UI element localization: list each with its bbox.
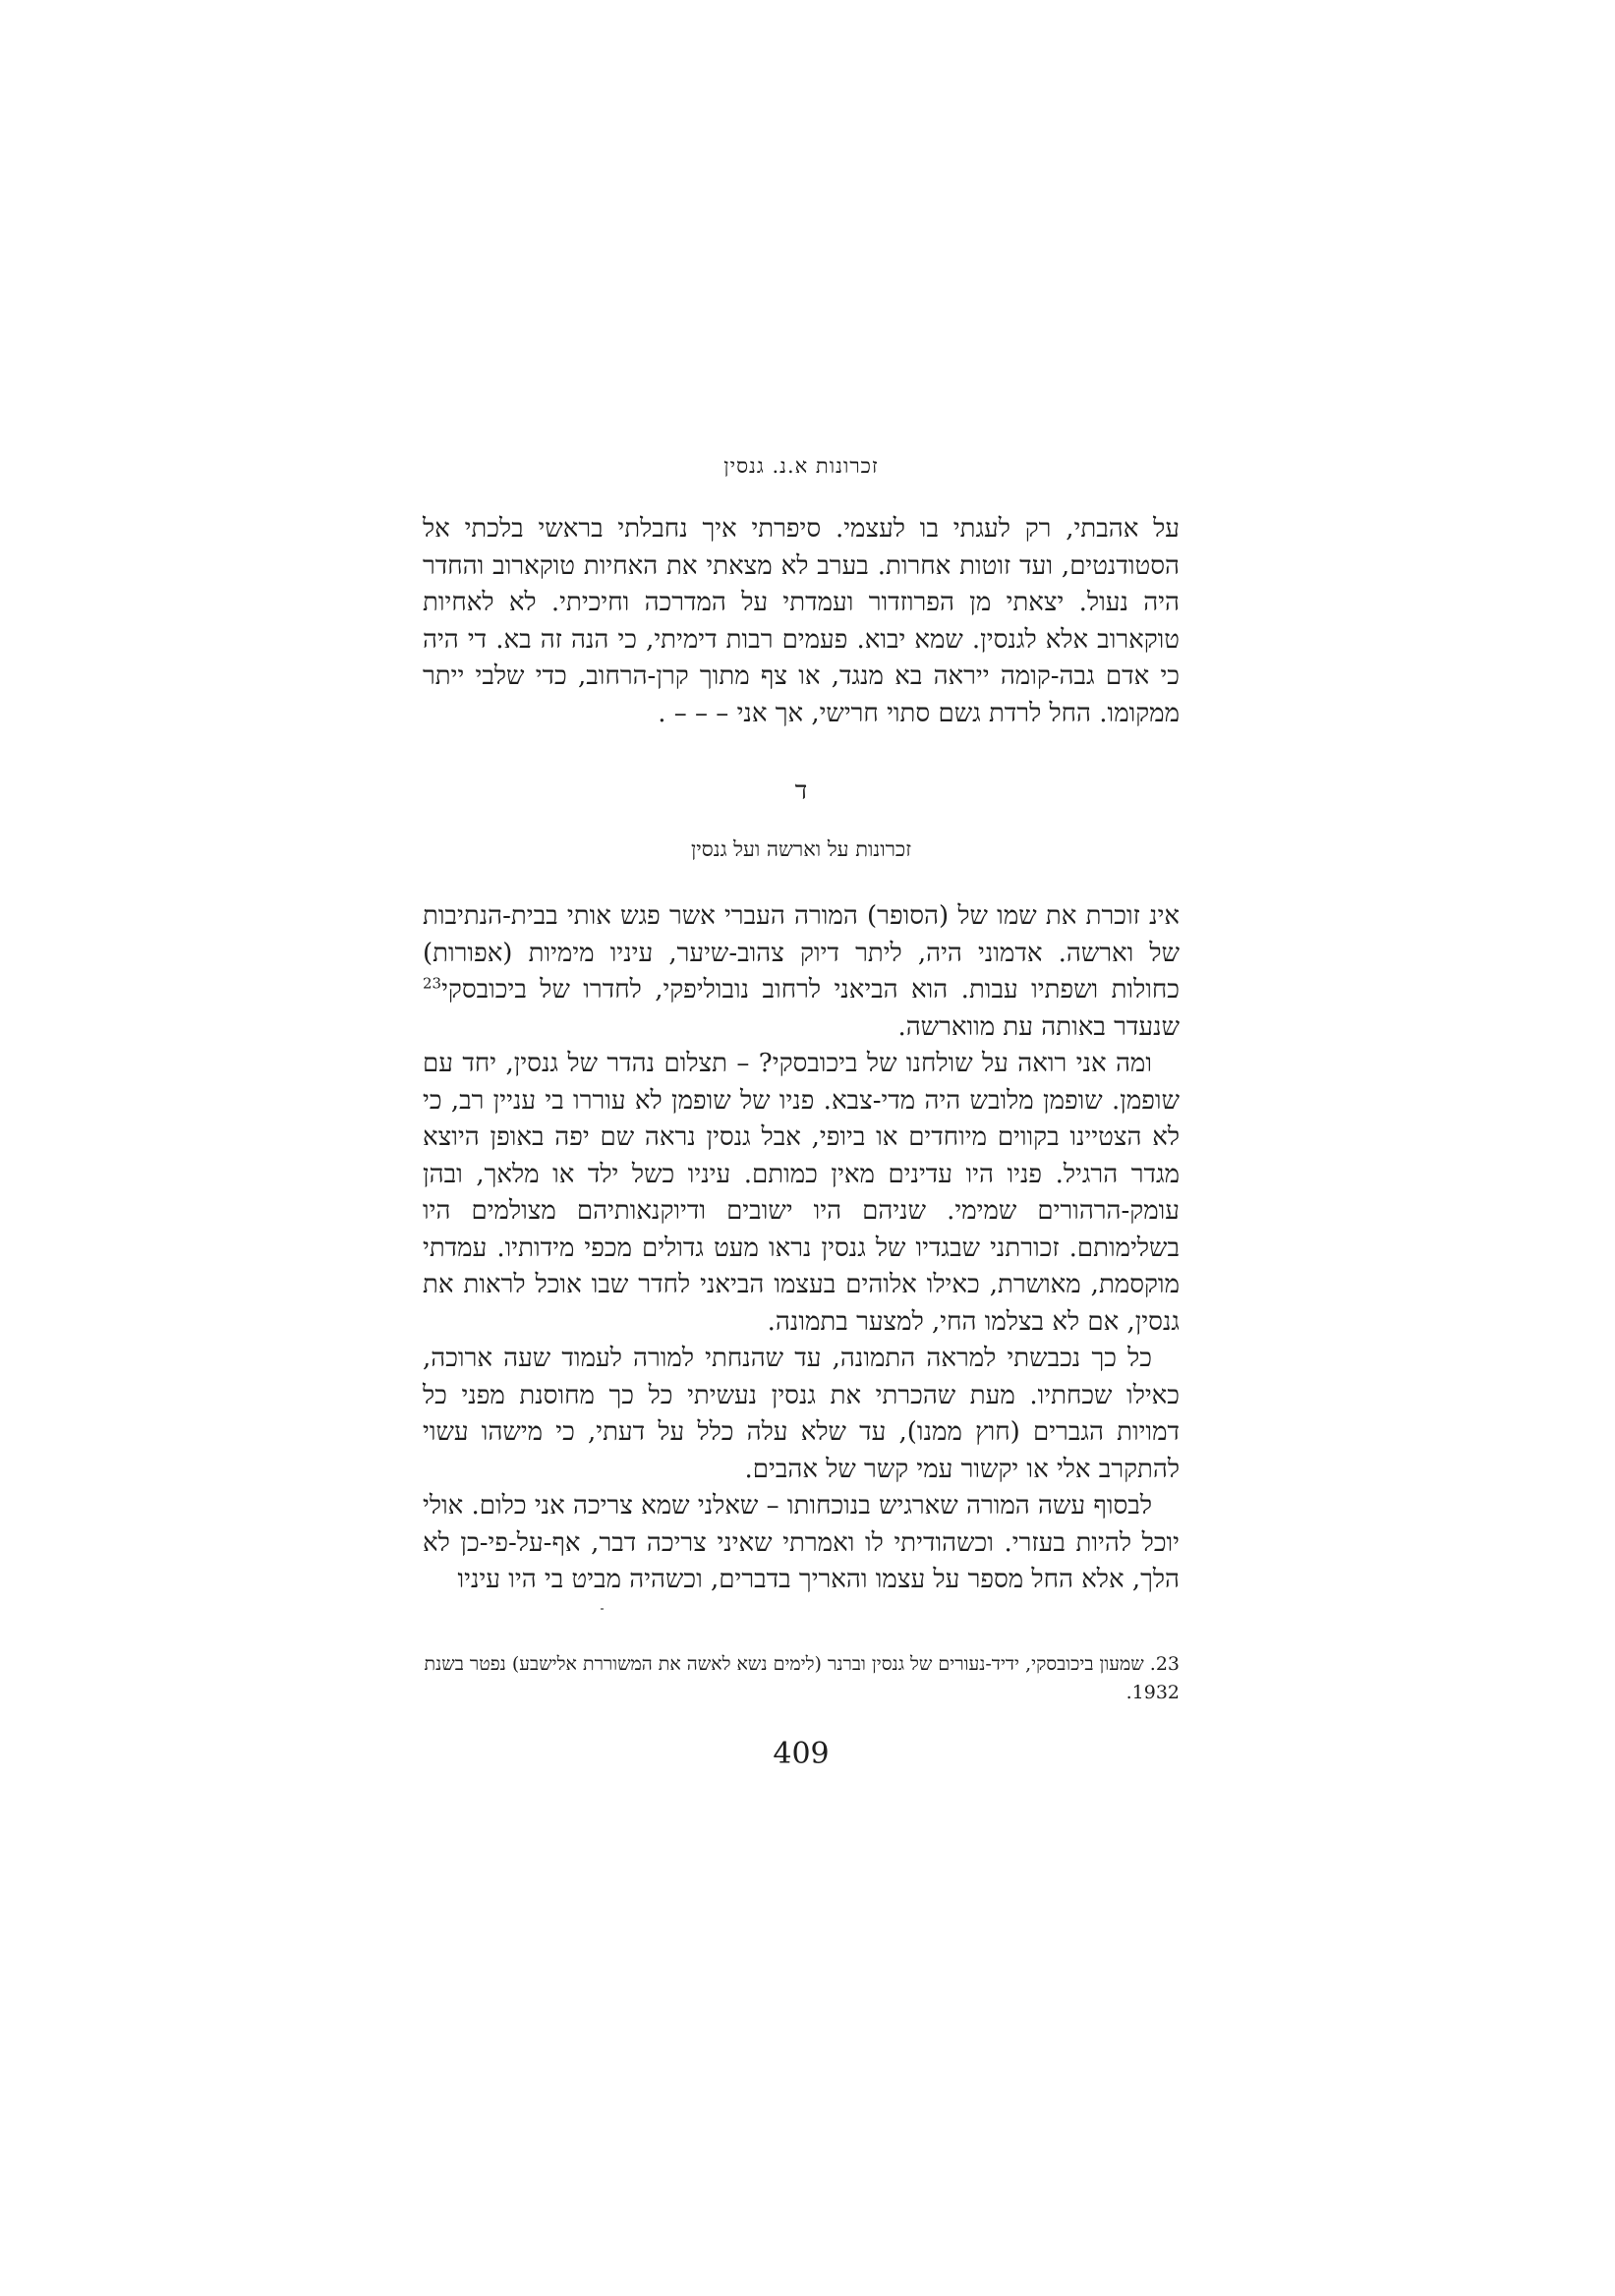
section-letter: ד bbox=[794, 776, 808, 806]
footnote-ref-23: 23 bbox=[423, 974, 442, 993]
paragraph-2: ומה אני רואה על שולחנו של ביכובסקי? – תצלום נהדר של גנסין, יחד עם שופמן. שופמן מלובש היה מדי-צבא. פניו של שופמן לא עוררו בי עניין רב, כי לא הצטיינו בקווים מיוחדים או ביופי, אבל גנסין נראה שם יפה באופן היוצא מגדר הרגיל. פניו היו עדינים מאין כמותם. עיניו כשל ילד או מלאך, ובהן עומק-הרהורים שמימי. שניהם היו ישובים ודיוקנאותיהם מצולמים היו בשלימותם. זכורתני שבגדיו של גנסין נראו מעט גדולים מכפי מידותיו. עמדתי מוקסמת, מאושרת, כאילו אלוהים בעצמו הביאני לחדר שבו אוכל לראות את גנסין, אם לא בצלמו החי, למצער בתמונה. bbox=[423, 1049, 1180, 1337]
paragraph-1-text-a: אינ זוכרת את שמו של (הסופר) המורה העברי אשר פגש אותי בבית-הנתיבות של וארשה. אדמוני היה, ליתר דיוק צהוב-שיער, עיניו מימיות (אפורות) כחולות ושפתיו עבות. הוא הביאני לרחוב נובוליפקי, לחדרו של ביכובסקי bbox=[423, 901, 1180, 1004]
paragraph-1 bbox=[423, 898, 1180, 1046]
paragraph-4: לבסוף עשה המורה שארגיש בנוכחותו – שאלני שמא צריכה אני כלום. אולי יוכל להיות בעזרי. וכשהודיתי לו ואמרתי שאיני צריכה דבר, אף-על-פי-כן לא הלך, אלא החל מספר על עצמו והאריך בדברים, וכשהיה מביט בי היו עיניו bbox=[423, 1491, 1180, 1594]
page-number: 409 bbox=[773, 1737, 830, 1771]
running-head: זכרונות א.נ. גנסין bbox=[723, 454, 879, 478]
section-title: זכרונות על וארשה ועל גנסין bbox=[690, 837, 912, 861]
paragraph-continuation: על אהבתי, רק לעגתי בו לעצמי. סיפרתי איך נחבלתי בראשי בלכתי אל הסטודנטים, ועד זוטות אחרות. בערב לא מצאתי את האחיות טוקארוב והחדר היה נעול. יצאתי מן הפרוזדור ועמדתי על המדרכה וחיכיתי. לא לאחיות טוקארוב אלא לגנסין. שמא יבוא. פעמים רבות דימיתי, כי הנה זה בא. די היה כי אדם גבה-קומה ייראה בא מנגד, או צף מתוך קרן-הרחוב, כדי שלבי ייתר ממקומו. החל לרדת גשם סתוי חרישי, אך אני – – – . bbox=[423, 514, 1180, 728]
paragraph-1-text-b: שנעדר באותה עת מווארשה. bbox=[897, 1011, 1180, 1042]
section-body bbox=[423, 898, 1180, 1599]
footnote-23: 23. שמעון ביכובסקי, ידיד-נעורים של גנסין וברנר (לימים נשא לאשה את המשוררת אלישבע) נפטר בשנת 1932. bbox=[424, 1653, 1180, 1703]
stray-mark bbox=[601, 1608, 604, 1610]
paragraph-3: כל כך נכבשתי למראה התמונה, עד שהנחתי למורה לעמוד שעה ארוכה, כאילו שכחתיו. מעת שהכרתי את גנסין נעשיתי כל כך מחוסנת מפני כל דמויות הגברים (חוץ ממנו), עד שלא עלה כלל על דעתי, כי מישהו עשוי להתקרב אלי או יקשור עמי קשר של אהבים. bbox=[423, 1344, 1180, 1484]
top-text-block bbox=[423, 511, 1180, 732]
